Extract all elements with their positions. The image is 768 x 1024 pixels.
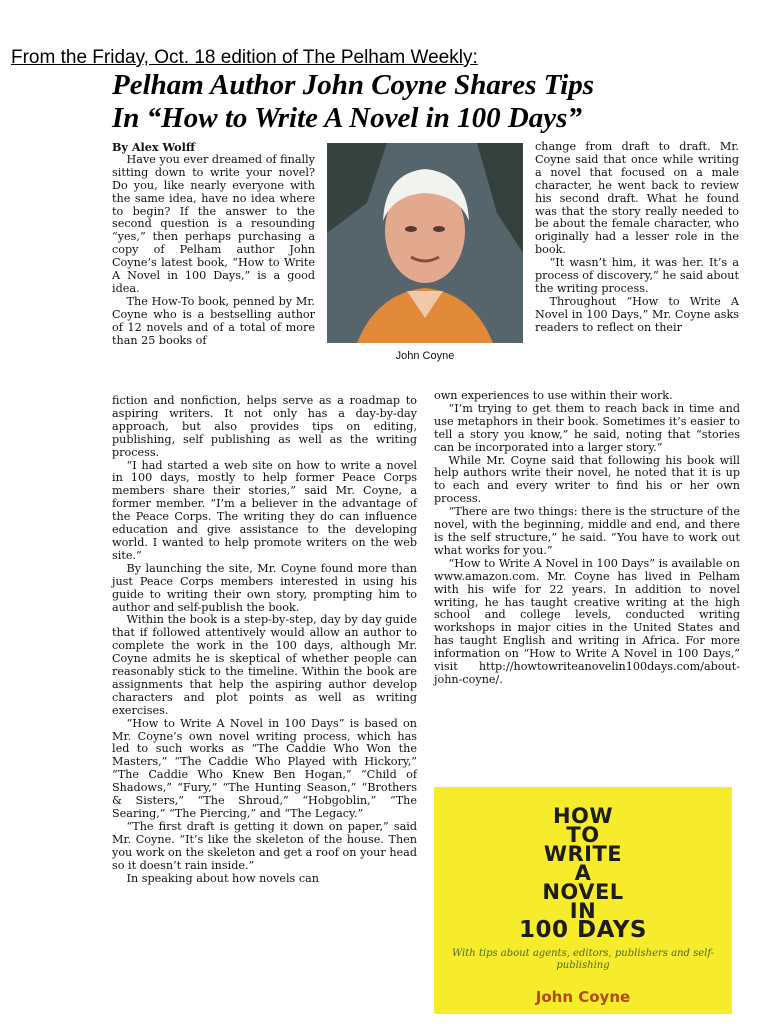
book-tagline: With tips about agents, editors, publishers and self-publishing	[451, 948, 715, 971]
column-right-top	[535, 141, 739, 335]
book-author: John Coyne	[535, 988, 631, 1006]
paragraph: “It wasn’t him, it was her. It’s a process of discovery,” he said about the writing process.	[535, 256, 739, 295]
byline: By Alex Wolff	[112, 140, 196, 154]
paragraph: While Mr. Coyne said that following his book will help authors write their novel, he noted that it is up to each and every writer to find his or her own process.	[434, 453, 740, 506]
paragraph: own experiences to use within their work.	[434, 389, 673, 402]
photo-caption: John Coyne	[395, 350, 455, 362]
column-left-top	[112, 141, 315, 348]
headline-line-2: In “How to Write A Novel in 100 Days”	[112, 102, 582, 134]
column-left-bottom	[112, 395, 417, 885]
paragraph: change from draft to draft. Mr. Coyne said that once while writing a novel that focused on a male character, he went back to review his second draft. What he found was that the story really needed to be about the female character, who originally had a lesser role in the book.	[535, 140, 739, 257]
paragraph: “How to Write A Novel in 100 Days” is based on Mr. Coyne’s own novel writing process, which has led to such works as “The Caddie Who Won the Masters,” “The Caddie Who Played with Hickory,” “The Caddie Who Knew Ben Hogan,” “Child of Shadows,” “Fury,” “The Hunting Season,” “Brothers & Sisters,” “The Shroud,” “Hobgoblin,” “The Searing,” “The Piercing,” and “The Legacy.”	[112, 716, 417, 820]
book-title-line: HOW	[552, 804, 614, 828]
paragraph: “I’m trying to get them to reach back in time and use metaphors in their book. Sometimes it’s easier to tell a story you know,” he said, noting that “stories can be incorporated into a larger story.”	[434, 401, 740, 454]
book-title-line: NOVEL	[542, 880, 624, 904]
paragraph: “The first draft is getting it down on paper,” said Mr. Coyne. “It’s like the skeleton of the house. Then you work on the skeleton and get a roof on your head so it doesn’t rain inside.”	[112, 819, 417, 872]
author-portrait-image	[327, 143, 523, 343]
book-title-line: A	[574, 861, 592, 885]
book-title-line: TO	[566, 823, 600, 847]
paragraph: The How-To book, penned by Mr. Coyne who is a bestselling author of 12 novels and of a total of more than 25 books of	[112, 294, 315, 347]
book-title-line: WRITE	[543, 842, 623, 866]
paragraph: By launching the site, Mr. Coyne found more than just Peace Corps members interested in using his guide to writing their own story, prompting him to author and self-publish the book.	[112, 561, 417, 614]
paragraph: fiction and nonfiction, helps serve as a roadmap to aspiring writers. It not only has a day-by-day approach, but also provides tips on editing, publishing, self publishing as well as the writing process.	[112, 394, 417, 459]
book-title-line: IN	[569, 899, 597, 923]
author-photo	[327, 143, 523, 343]
paragraph: “There are two things: there is the structure of the novel, with the beginning, middle and end, and there is the self structure,” he said. “You have to work out what works for you.”	[434, 505, 740, 557]
edition-kicker: From the Friday, Oct. 18 edition of The Pelham Weekly:	[11, 47, 478, 68]
paragraph: Within the book is a step-by-step, day by day guide that if followed attentively would allow an author to complete the work in the 100 days, although Mr. Coyne admits he is skeptical of whether people can reasonably stick to the timeline. Within the book are assignments that help the aspiring author develop characters and plot points as well as writing exercises.	[112, 613, 417, 717]
book-cover-image	[434, 787, 732, 1014]
paragraph: “I had started a web site on how to write a novel in 100 days, mostly to help former Peace Corps members share their stories,” said Mr. Coyne, a former member. “I’m a believer in the advantage of the Peace Corps. The writing they do can influence education and give assistance to the developing world. I wanted to help promote writers on the web site.”	[112, 458, 417, 562]
headline-line-1: Pelham Author John Coyne Shares Tips	[112, 69, 595, 101]
column-right-bottom	[434, 390, 740, 687]
article-headline	[112, 69, 762, 135]
paragraph: “How to Write A Novel in 100 Days” is available on www.amazon.com. Mr. Coyne has lived in Pelham with his wife for 22 years. In addition to novel writing, he has taught creative writing at the high school and college levels, conducted writing workshops in major cities in the United States and has taught English and writing in Africa. For more information on “How to Write A Novel in 100 Days,” visit http://howtowriteanovelin100days.com/about-john-coyne/.	[434, 556, 740, 686]
paragraph: Throughout “How to Write A Novel in 100 Days,” Mr. Coyne asks readers to reflect on their	[535, 294, 739, 334]
book-title-line: 100 DAYS	[519, 917, 647, 943]
paragraph: Have you ever dreamed of finally sitting down to write your novel? Do you, like nearly everyone with the same idea, have no idea where to begin? If the answer to the second question is a resounding “yes,” then perhaps purchasing a copy of Pelham author John Coyne’s latest book, “How to Write A Novel in 100 Days,” is a good idea.	[112, 152, 315, 295]
paragraph: In speaking about how novels can	[126, 871, 319, 885]
